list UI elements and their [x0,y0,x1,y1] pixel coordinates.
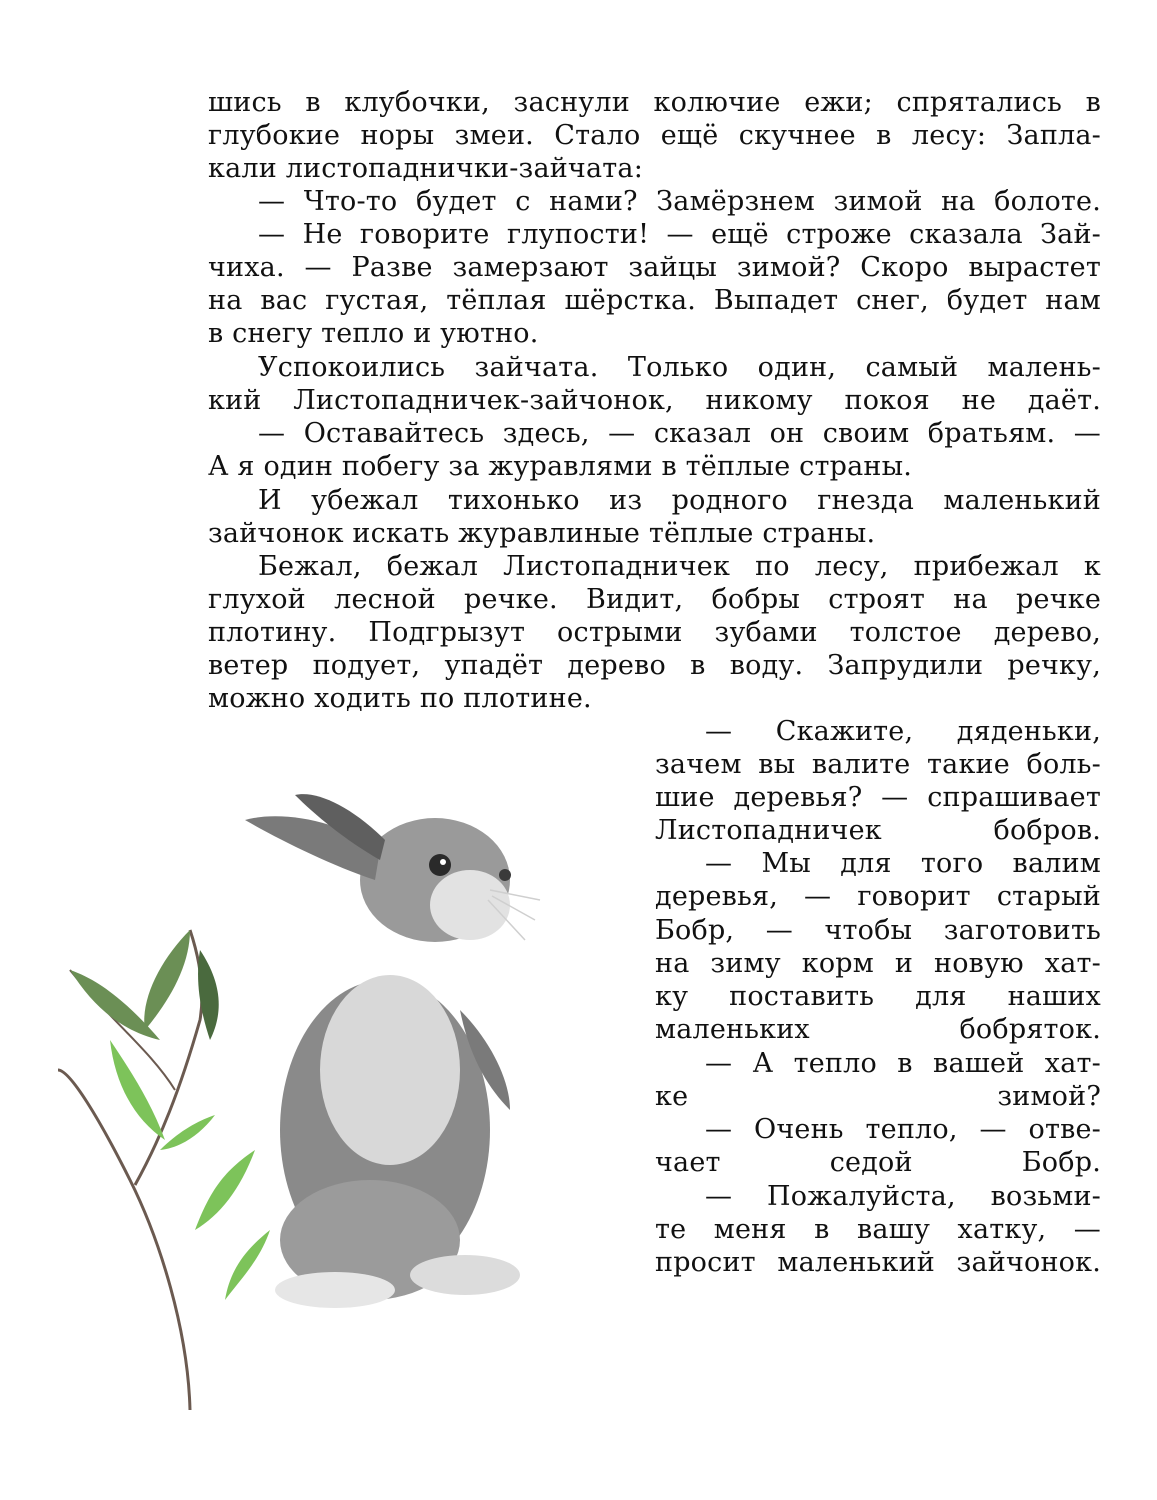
willow-leaf [110,1040,165,1140]
column-text-line: Бобр, — чтобы заготовить [655,915,1101,946]
text-line: ветер подует, упадёт дерево в воду. Запрудили речку, [208,650,1101,681]
willow-leaf [198,950,219,1040]
text-line: в снегу тепло и уютно. [208,318,539,349]
column-text-line: ке зимой? [655,1081,1101,1112]
column-text-line: чает седой Бобр. [655,1147,1101,1178]
column-text-line: шие деревья? — спрашивает [655,782,1101,813]
text-line: плотину. Подгрызут острыми зубами толстое дерево, [208,617,1101,648]
column-text-line: маленьких бобряток. [655,1014,1101,1045]
hare-nose [499,869,511,881]
column-text-line: на зиму корм и новую хат- [655,948,1101,979]
text-line: шись в клубочки, заснули колючие ежи; спрятались в [208,87,1101,118]
hare-foot [410,1255,520,1295]
column-text-line: те меня в вашу хатку, — [655,1214,1101,1245]
text-line: — Что-то будет с нами? Замёрзнем зимой на болоте. [258,186,1101,217]
text-line: Успокоились зайчата. Только один, самый малень- [258,352,1101,383]
hare-foot [275,1272,395,1308]
text-line: И убежал тихонько из родного гнезда маленький [258,485,1101,516]
column-text-line: деревья, — говорит старый [655,881,1101,912]
text-line: на вас густая, тёплая шёрстка. Выпадет снег, будет нам [208,285,1101,316]
column-text-line: — Очень тепло, — отве- [705,1114,1101,1145]
column-text-line: просит маленький зайчонок. [655,1247,1101,1278]
hare-muzzle [430,870,510,940]
column-text-line: ку поставить для наших [655,981,1101,1012]
hare-chest [320,975,460,1165]
column-text-line: — Пожалуйста, возьми- [705,1181,1101,1212]
column-text-line: — Скажите, дяденьки, [705,716,1101,747]
hare-illustration [40,770,600,1420]
text-line: — Оставайтесь здесь, — сказал он своим братьям. — [258,418,1101,449]
text-line: зайчонок искать журавлиные тёплые страны. [208,518,876,549]
text-line: — Не говорите глупости! — ещё строже сказала Зай- [258,219,1101,250]
willow-leaf [160,1115,215,1150]
text-line: кий Листопадничек-зайчонок, никому покоя не даёт. [208,385,1101,416]
text-line: можно ходить по плотине. [208,683,592,714]
willow-leaf [225,1230,270,1300]
text-line: Бежал, бежал Листопадничек по лесу, прибежал к [258,551,1101,582]
column-text-line: — Мы для того валим [705,848,1101,879]
column-text-line: Листопадничек бобров. [655,815,1101,846]
text-line: чиха. — Разве замерзают зайцы зимой? Скоро вырастет [208,252,1101,283]
willow-leaf [195,1150,255,1230]
text-line: глухой лесной речке. Видит, бобры строят на речке [208,584,1101,615]
branch-stem [58,1070,190,1410]
hare-eye-highlight [440,859,446,865]
text-line: А я один побегу за журавлями в тёплые страны. [208,451,913,482]
column-text-line: зачем вы валите такие боль- [655,749,1101,780]
text-line: глубокие норы змеи. Стало ещё скучнее в лесу: Запла- [208,120,1101,151]
column-text-line: — А тепло в вашей хат- [705,1048,1101,1079]
text-line: кали листопаднички-зайчата: [208,153,644,184]
hare-eye [429,854,451,876]
willow-leaf [144,930,190,1030]
